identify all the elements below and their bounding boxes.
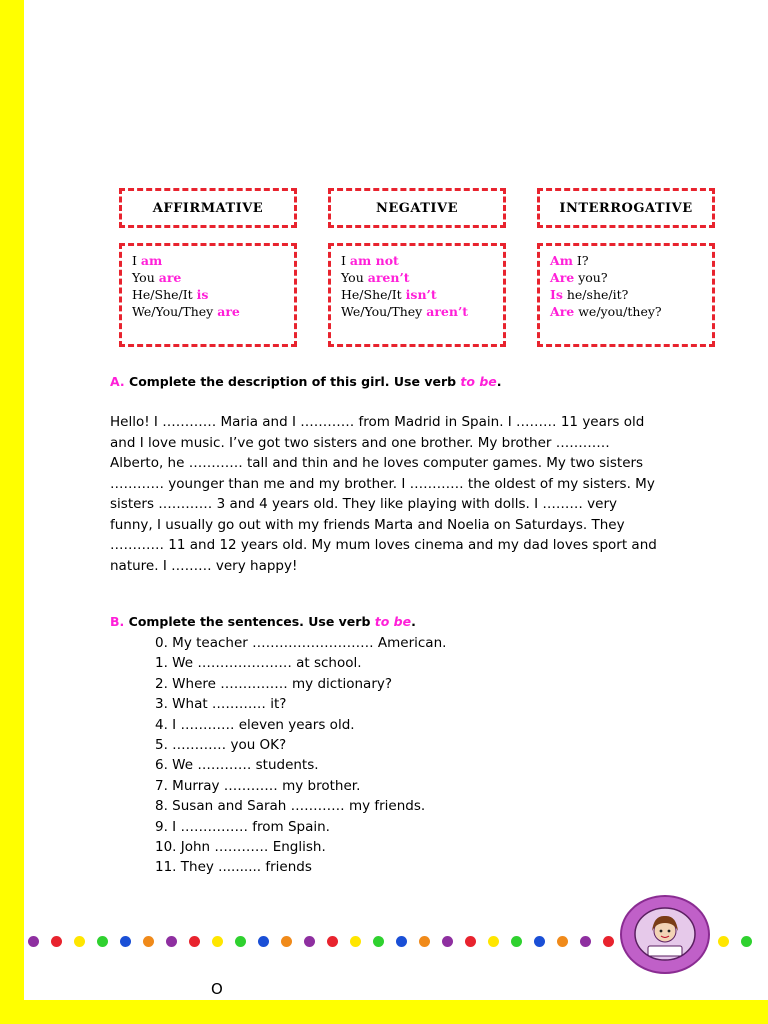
decorative-dot bbox=[557, 936, 568, 947]
decorative-dot bbox=[304, 936, 315, 947]
form-line: He/She/It is bbox=[132, 287, 209, 302]
sentence-item: 4. I ………… eleven years old. bbox=[155, 716, 355, 733]
decorative-dot bbox=[511, 936, 522, 947]
form-line: I am bbox=[132, 253, 163, 268]
form-line: He/She/It isn’t bbox=[341, 287, 437, 302]
decorative-dot bbox=[327, 936, 338, 947]
affirmative-heading: AFFIRMATIVE bbox=[152, 200, 264, 216]
negative-heading: NEGATIVE bbox=[375, 200, 459, 216]
form-line: I am not bbox=[341, 253, 399, 268]
form-line: Is he/she/it? bbox=[550, 287, 629, 302]
section-a-letter: A. bbox=[110, 374, 125, 389]
section-b-title: B. Complete the sentences. Use verb to be. bbox=[110, 614, 416, 629]
section-a-title: A. Complete the description of this girl. Use verb to be. bbox=[110, 374, 502, 389]
sentence-list bbox=[155, 633, 446, 878]
affirmative-forms-box bbox=[119, 243, 297, 347]
section-b-letter: B. bbox=[110, 614, 125, 629]
sentence-item: 1. We ………………… at school. bbox=[155, 655, 362, 672]
sentence-item: 11. They .......... friends bbox=[155, 859, 312, 876]
interrogative-heading-box bbox=[537, 188, 715, 228]
decorative-dot bbox=[465, 936, 476, 947]
page-number: O bbox=[211, 980, 223, 998]
girl-description-paragraph: Hello! I ………… Maria and I ………… from Madrid in Spain. I ……… 11 years old and I love music. I’ve got two sisters and one brother. My brother ………… Alberto, he ………… tall and thin and he loves computer games. My two sisters ………… younger than me and my brother. I ………… the oldest of my sisters. My sisters ………… 3 and 4 years old. They like playing with dolls. I ……… very funny, I usually go out with my friends Marta and Noelia on Saturdays. They ………… 11 and 12 years old. My mum loves cinema and my dad loves sport and nature. I ……… very happy! bbox=[110, 414, 657, 574]
decorative-dot bbox=[350, 936, 361, 947]
section-b-verb: to be bbox=[374, 614, 412, 629]
sentence-item: 10. John ………… English. bbox=[155, 839, 326, 856]
form-line: Are we/you/they? bbox=[550, 304, 662, 319]
form-line: Am I? bbox=[550, 253, 589, 268]
section-a-instruction: Complete the description of this girl. Use verb bbox=[129, 374, 457, 389]
decorative-dot bbox=[603, 936, 614, 947]
decorative-dot bbox=[97, 936, 108, 947]
decorative-dot bbox=[189, 936, 200, 947]
decorative-dot bbox=[28, 936, 39, 947]
graphics-club-logo bbox=[620, 895, 710, 974]
sentence-item: 7. Murray ………… my brother. bbox=[155, 777, 361, 794]
sentence-item: 8. Susan and Sarah ………… my friends. bbox=[155, 798, 426, 815]
decorative-dot bbox=[488, 936, 499, 947]
sentence-item: 0. My teacher ……………………… American. bbox=[155, 635, 447, 651]
negative-heading-box bbox=[328, 188, 506, 228]
decorative-dot bbox=[373, 936, 384, 947]
sentence-item: 2. Where …………… my dictionary? bbox=[155, 675, 393, 692]
decorative-dot bbox=[235, 936, 246, 947]
form-line: We/You/They are bbox=[132, 304, 240, 319]
decorative-dot bbox=[419, 936, 430, 947]
sentence-item: 6. We ………… students. bbox=[155, 757, 319, 774]
decorative-dot bbox=[396, 936, 407, 947]
decorative-dot bbox=[442, 936, 453, 947]
decorative-dot bbox=[74, 936, 85, 947]
interrogative-forms-box bbox=[537, 243, 715, 347]
sentence-item: 9. I …………… from Spain. bbox=[155, 818, 330, 835]
sentence-item: 5. ………… you OK? bbox=[155, 737, 287, 754]
negative-forms-box bbox=[328, 243, 506, 347]
decorative-dot bbox=[258, 936, 269, 947]
affirmative-heading-box bbox=[119, 188, 297, 228]
decorative-dot bbox=[718, 936, 729, 947]
decorative-dot bbox=[580, 936, 591, 947]
form-line: You aren’t bbox=[341, 270, 410, 285]
decorative-dot bbox=[51, 936, 62, 947]
section-a-verb: to be bbox=[460, 374, 497, 389]
form-line: You are bbox=[132, 270, 182, 285]
decorative-dot bbox=[741, 936, 752, 947]
sentence-item: 3. What ………… it? bbox=[155, 696, 287, 713]
decorative-dot bbox=[212, 936, 223, 947]
decorative-dot bbox=[120, 936, 131, 947]
decorative-dot bbox=[166, 936, 177, 947]
form-line: Are you? bbox=[550, 270, 608, 285]
logo-badge-icon bbox=[622, 897, 708, 972]
section-b-instruction: Complete the sentences. Use verb bbox=[128, 614, 371, 629]
decorative-dot bbox=[534, 936, 545, 947]
decorative-dot bbox=[143, 936, 154, 947]
interrogative-heading: INTERROGATIVE bbox=[559, 200, 693, 216]
decorative-dot bbox=[281, 936, 292, 947]
form-line: We/You/They aren’t bbox=[341, 304, 469, 319]
